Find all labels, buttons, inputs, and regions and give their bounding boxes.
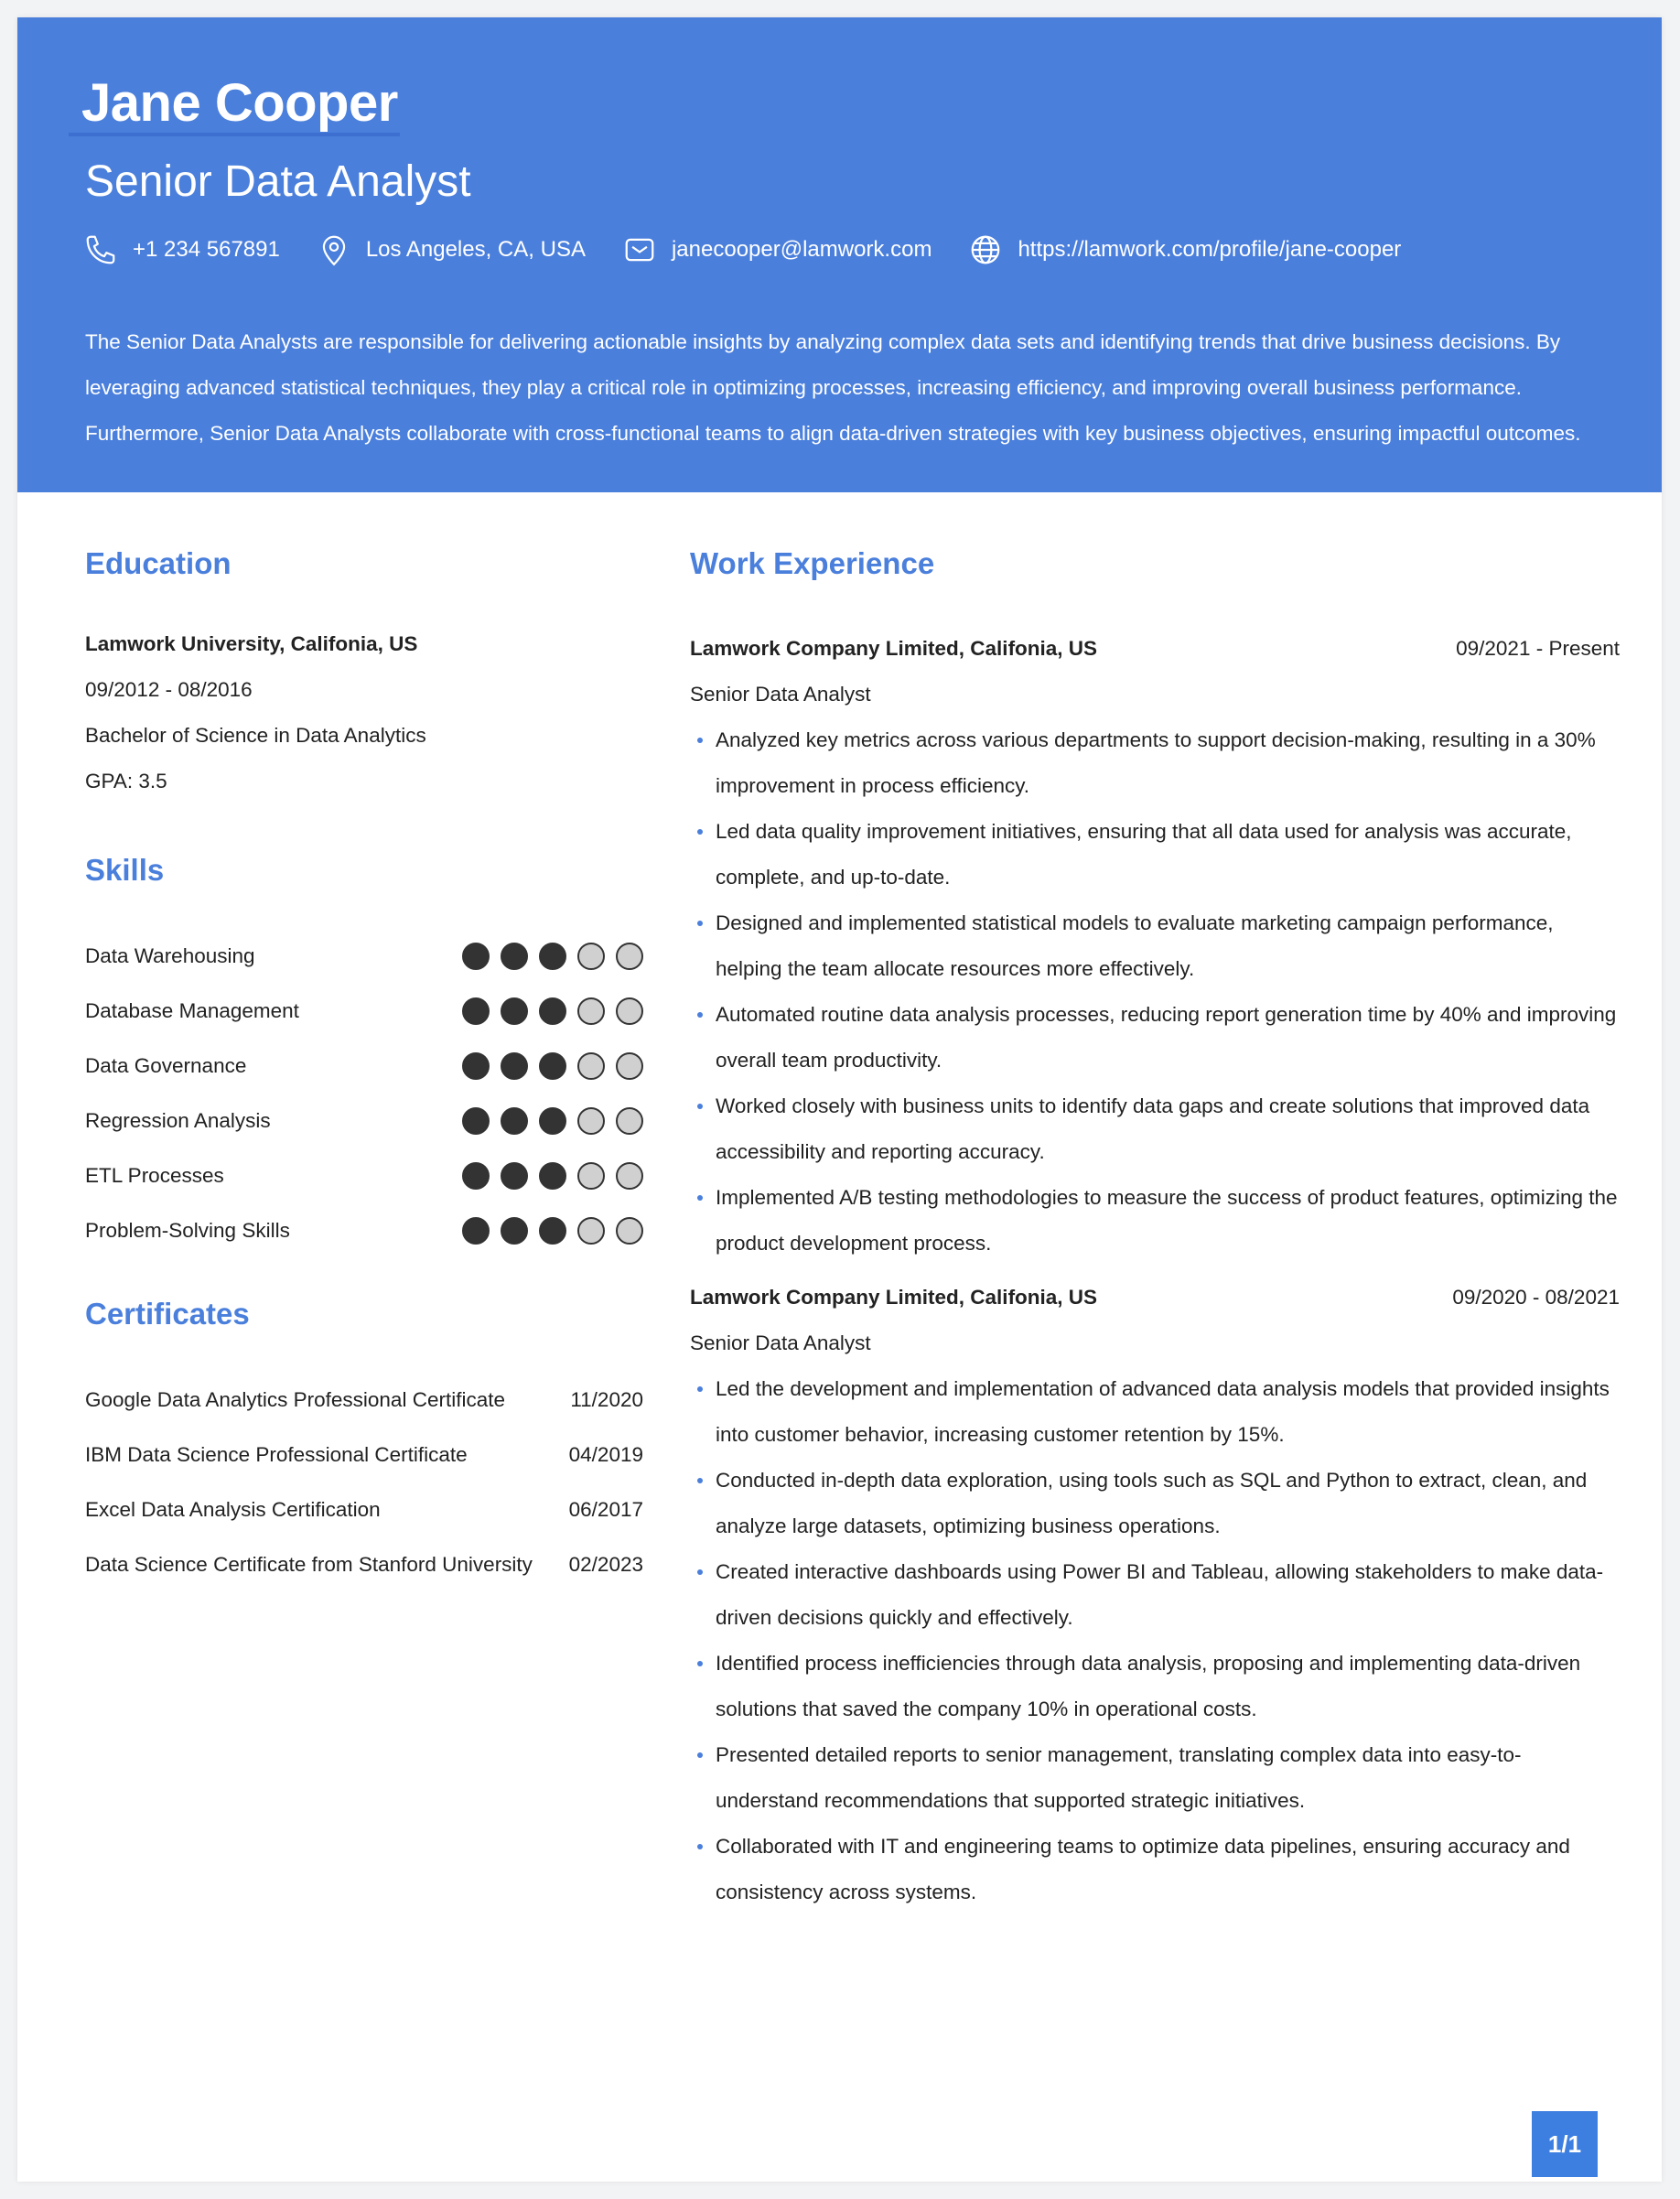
certificate-name: IBM Data Science Professional Certificate	[85, 1443, 468, 1466]
rating-dot-filled	[501, 943, 528, 970]
certificate-row	[85, 1437, 643, 1473]
skill-row	[85, 1048, 643, 1084]
certificate-date: 04/2019	[568, 1443, 643, 1466]
rating-dot-filled	[539, 1107, 566, 1135]
skill-rating	[451, 943, 643, 970]
job-company: Lamwork Company Limited, Califonia, US	[690, 1286, 1098, 1309]
skill-name: Regression Analysis	[85, 1109, 271, 1132]
rating-dot-empty	[577, 1107, 605, 1135]
education-gpa: GPA: 3.5	[85, 770, 167, 792]
job-bullet: Presented detailed reports to senior management, translating complex data into easy-to-understand recommendations that supported strategic initiatives.	[690, 1732, 1620, 1824]
phone-icon	[83, 232, 118, 267]
skill-name: ETL Processes	[85, 1164, 224, 1187]
rating-dot-empty	[616, 943, 643, 970]
contact-location	[317, 232, 586, 267]
candidate-name: Jane Cooper	[81, 73, 398, 133]
certificate-name: Data Science Certificate from Stanford University	[85, 1553, 533, 1576]
contact-email[interactable]	[622, 232, 932, 267]
certificate-name: Excel Data Analysis Certification	[85, 1498, 381, 1521]
skill-name: Data Warehousing	[85, 944, 255, 967]
skill-rating	[451, 1162, 643, 1190]
rating-dot-filled	[462, 1162, 490, 1190]
skill-name: Database Management	[85, 999, 299, 1022]
job-bullet: Analyzed key metrics across various departments to support decision-making, resulting in a 30% improvement in process efficiency.	[690, 717, 1620, 809]
job-role: Senior Data Analyst	[690, 683, 871, 706]
candidate-title: Senior Data Analyst	[85, 157, 471, 206]
job-bullet: Implemented A/B testing methodologies to measure the success of product features, optimizing the product development process.	[690, 1175, 1620, 1267]
rating-dot-filled	[501, 1107, 528, 1135]
job-entry	[690, 626, 1620, 1267]
name-underline	[69, 133, 400, 136]
job-entry	[690, 1275, 1620, 1915]
mail-icon	[622, 232, 657, 267]
rating-dot-filled	[462, 943, 490, 970]
skill-rating	[451, 1052, 643, 1080]
rating-dot-filled	[501, 1052, 528, 1080]
skill-row	[85, 938, 643, 975]
skill-rating	[451, 1217, 643, 1245]
rating-dot-empty	[616, 1217, 643, 1245]
job-bullet: Conducted in-depth data exploration, using tools such as SQL and Python to extract, clean, and analyze large datasets, optimizing business operations.	[690, 1458, 1620, 1549]
website-link[interactable]: https://lamwork.com/profile/jane-cooper	[1018, 237, 1402, 262]
profile-summary: The Senior Data Analysts are responsible for delivering actionable insights by analyzing complex data sets and identifying trends that drive business decisions. By leveraging advanced statistical techniques, they play a critical role in optimizing processes, increasing efficiency, and improving overall business performance. Furthermore, Senior Data Analysts collaborate with cross-functional teams to align data-driven strategies with key business objectives, ensuring impactful outcomes.	[85, 330, 1581, 445]
location-text: Los Angeles, CA, USA	[365, 237, 586, 262]
job-header	[690, 1275, 1620, 1320]
rating-dot-empty	[616, 1052, 643, 1080]
rating-dot-filled	[539, 1217, 566, 1245]
rating-dot-filled	[462, 1052, 490, 1080]
rating-dot-filled	[501, 1217, 528, 1245]
skill-name: Problem-Solving Skills	[85, 1219, 290, 1242]
rating-dot-empty	[616, 1162, 643, 1190]
rating-dot-empty	[577, 1052, 605, 1080]
education-degree: Bachelor of Science in Data Analytics	[85, 724, 426, 747]
certificate-name: Google Data Analytics Professional Certificate	[85, 1388, 505, 1411]
skill-rating	[451, 997, 643, 1025]
rating-dot-empty	[616, 997, 643, 1025]
rating-dot-empty	[616, 1107, 643, 1135]
skill-row	[85, 993, 643, 1029]
certificate-row	[85, 1382, 643, 1418]
skill-row	[85, 1158, 643, 1194]
rating-dot-filled	[501, 997, 528, 1025]
job-role: Senior Data Analyst	[690, 1331, 871, 1354]
rating-dot-filled	[539, 1052, 566, 1080]
skill-rating	[451, 1107, 643, 1135]
job-bullet: Collaborated with IT and engineering teams to optimize data pipelines, ensuring accuracy and consistency across systems.	[690, 1824, 1620, 1915]
skill-row	[85, 1213, 643, 1249]
resume-page	[17, 17, 1662, 2182]
work-experience-heading: Work Experience	[690, 546, 935, 580]
phone-text: +1 234 567891	[133, 237, 280, 262]
certificate-date: 11/2020	[570, 1388, 643, 1411]
contact-list	[83, 230, 1438, 270]
job-bullet: Worked closely with business units to identify data gaps and create solutions that improved data accessibility and reporting accuracy.	[690, 1083, 1620, 1175]
job-header	[690, 626, 1620, 672]
skill-row	[85, 1103, 643, 1139]
certificate-date: 02/2023	[568, 1553, 643, 1576]
education-heading: Education	[85, 546, 232, 580]
rating-dot-filled	[462, 1107, 490, 1135]
job-dates: 09/2020 - 08/2021	[1452, 1286, 1620, 1309]
page-indicator: 1/1	[1532, 2111, 1598, 2177]
skills-heading: Skills	[85, 853, 165, 887]
job-bullets	[690, 1366, 1620, 1915]
certificates-heading: Certificates	[85, 1297, 250, 1331]
rating-dot-empty	[577, 943, 605, 970]
rating-dot-empty	[577, 1217, 605, 1245]
rating-dot-empty	[577, 1162, 605, 1190]
rating-dot-filled	[539, 1162, 566, 1190]
rating-dot-filled	[462, 997, 490, 1025]
rating-dot-filled	[539, 943, 566, 970]
job-bullets	[690, 717, 1620, 1267]
contact-phone	[83, 232, 280, 267]
job-bullet: Designed and implemented statistical models to evaluate marketing campaign performance, helping the team allocate resources more effectively.	[690, 900, 1620, 992]
skill-name: Data Governance	[85, 1054, 247, 1077]
job-bullet: Led the development and implementation of advanced data analysis models that provided insights into customer behavior, increasing customer retention by 15%.	[690, 1366, 1620, 1458]
education-dates: 09/2012 - 08/2016	[85, 678, 253, 701]
certificate-row	[85, 1492, 643, 1528]
certificate-row	[85, 1547, 643, 1583]
certificate-date: 06/2017	[568, 1498, 643, 1521]
resume-header	[17, 17, 1662, 492]
rating-dot-filled	[501, 1162, 528, 1190]
rating-dot-filled	[539, 997, 566, 1025]
education-school: Lamwork University, Califonia, US	[85, 632, 418, 655]
rating-dot-filled	[462, 1217, 490, 1245]
job-bullet: Automated routine data analysis processes, reducing report generation time by 40% and improving overall team productivity.	[690, 992, 1620, 1083]
job-bullet: Identified process inefficiencies through data analysis, proposing and implementing data-driven solutions that saved the company 10% in operational costs.	[690, 1641, 1620, 1732]
contact-website[interactable]	[968, 232, 1401, 267]
job-bullet: Led data quality improvement initiatives, ensuring that all data used for analysis was accurate, complete, and up-to-date.	[690, 809, 1620, 900]
globe-icon	[968, 232, 1003, 267]
job-bullet: Created interactive dashboards using Power BI and Tableau, allowing stakeholders to make data-driven decisions quickly and effectively.	[690, 1549, 1620, 1641]
location-pin-icon	[317, 232, 351, 267]
email-link[interactable]: janecooper@lamwork.com	[671, 237, 932, 262]
rating-dot-empty	[577, 997, 605, 1025]
job-company: Lamwork Company Limited, Califonia, US	[690, 637, 1098, 660]
job-dates: 09/2021 - Present	[1456, 637, 1620, 660]
